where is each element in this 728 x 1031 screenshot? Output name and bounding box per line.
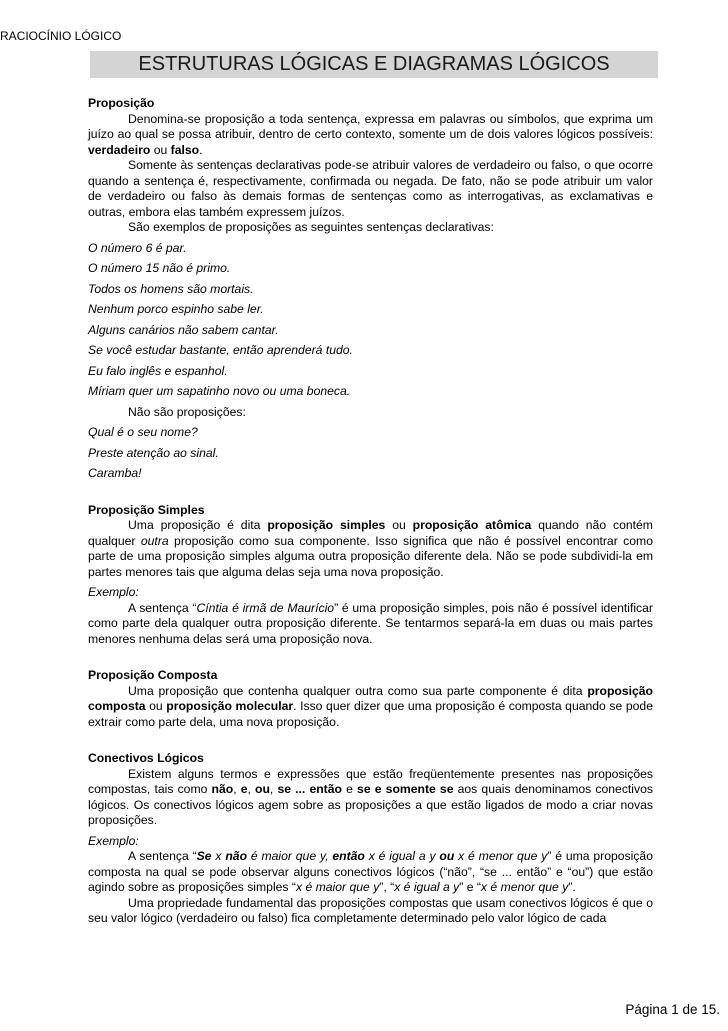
page-title: ESTRUTURAS LÓGICAS E DIAGRAMAS LÓGICOS	[90, 51, 658, 78]
section-heading-conectivos-logicos: Conectivos Lógicos	[88, 751, 204, 765]
example-item: Nenhum porco espinho sabe ler.	[88, 302, 264, 316]
section-heading-proposicao: Proposição	[88, 96, 155, 110]
paragraph: Uma proposição é dita proposição simples ou proposição atômica quando não contém qualquer outra proposição como sua componente. Isso significa que não é possível encontrar como parte de uma proposição simples alguma outra proposição diferente dela. Não se pode subdividi-la em partes menores tais que alguma delas seja uma nova proposição.	[88, 518, 653, 579]
non-example-item: Qual é o seu nome?	[88, 425, 198, 439]
example-item: O número 6 é par.	[88, 240, 187, 255]
subject-label: RACIOCÍNIO LÓGICO	[0, 29, 122, 43]
paragraph: A sentença “Se x não é maior que y, então x é igual a y ou x é menor que y” é uma proposição composta na qual se pode observar alguns conectivos lógicos (“não”, “se ... então” e “ou”) que estão agindo sobre as proposições simples “x é maior que y”, “x é igual a y” e “x é menor que y”.	[88, 849, 653, 894]
paragraph: Não são proposições:	[128, 404, 246, 419]
example-item: Se você estudar bastante, então aprenderá tudo.	[88, 343, 353, 357]
paragraph: A sentença “Cíntia é irmã de Maurício” é uma proposição simples, pois não é possível identificar como parte dela qualquer outra proposição diferente. Se tentarmos separá-la em duas ou mais partes menores nenhuma delas será uma proposição nova.	[88, 600, 653, 646]
paragraph: São exemplos de proposições as seguintes sentenças declarativas:	[128, 220, 494, 234]
example-label: Exemplo:	[88, 833, 139, 848]
non-example-item: Preste atenção ao sinal.	[88, 445, 219, 460]
section-heading-proposicao-composta: Proposição Composta	[88, 668, 218, 682]
example-item: Eu falo inglês e espanhol.	[88, 363, 228, 378]
paragraph: Uma proposição que contenha qualquer outra como sua parte componente é dita proposição composta ou proposição molecular. Isso quer dizer que uma proposição é composta quando se pode extrair como parte dela, uma nova proposição.	[88, 683, 653, 729]
paragraph: Denomina-se proposição a toda sentença, expressa em palavras ou símbolos, que exprima um juízo ao qual se possa atribuir, dentro de certo contexto, somente um de dois valores lógicos possíveis: verdadeiro ou falso.	[88, 111, 653, 157]
example-item: O número 15 não é primo.	[88, 261, 231, 275]
paragraph: Somente às sentenças declarativas pode-se atribuir valores de verdadeiro ou falso, o que ocorre quando a sentença é, respectivamente, confirmada ou negada. De fato, não se pode atribuir um valor de verdadeiro ou falso às demais formas de sentenças como as interrogativas, as exclamativas e outras, embora elas também expressem juízos.	[88, 158, 653, 219]
document-body	[88, 96, 653, 927]
example-item: Alguns canários não sabem cantar.	[88, 322, 279, 337]
paragraph: Uma propriedade fundamental das proposições compostas que usam conectivos lógicos é que o seu valor lógico (verdadeiro ou falso) fica completamente determinado pelo valor lógico de cada	[88, 895, 653, 925]
example-item: Todos os homens são mortais.	[88, 281, 254, 296]
non-example-item: Caramba!	[88, 466, 142, 480]
example-label: Exemplo:	[88, 585, 139, 599]
paragraph: Existem alguns termos e expressões que estão freqüentemente presentes nas proposições compostas, tais como não, e, ou, se ... então e se e somente se aos quais denominamos conectivos lógicos. Os conectivos lógicos agem sobre as proposições a que estão ligados de modo a criar novas proposições.	[88, 766, 653, 827]
page-number: Página 1 de 15.	[625, 1002, 720, 1017]
example-item: Míriam quer um sapatinho novo ou uma boneca.	[88, 384, 351, 398]
section-heading-proposicao-simples: Proposição Simples	[88, 502, 205, 517]
